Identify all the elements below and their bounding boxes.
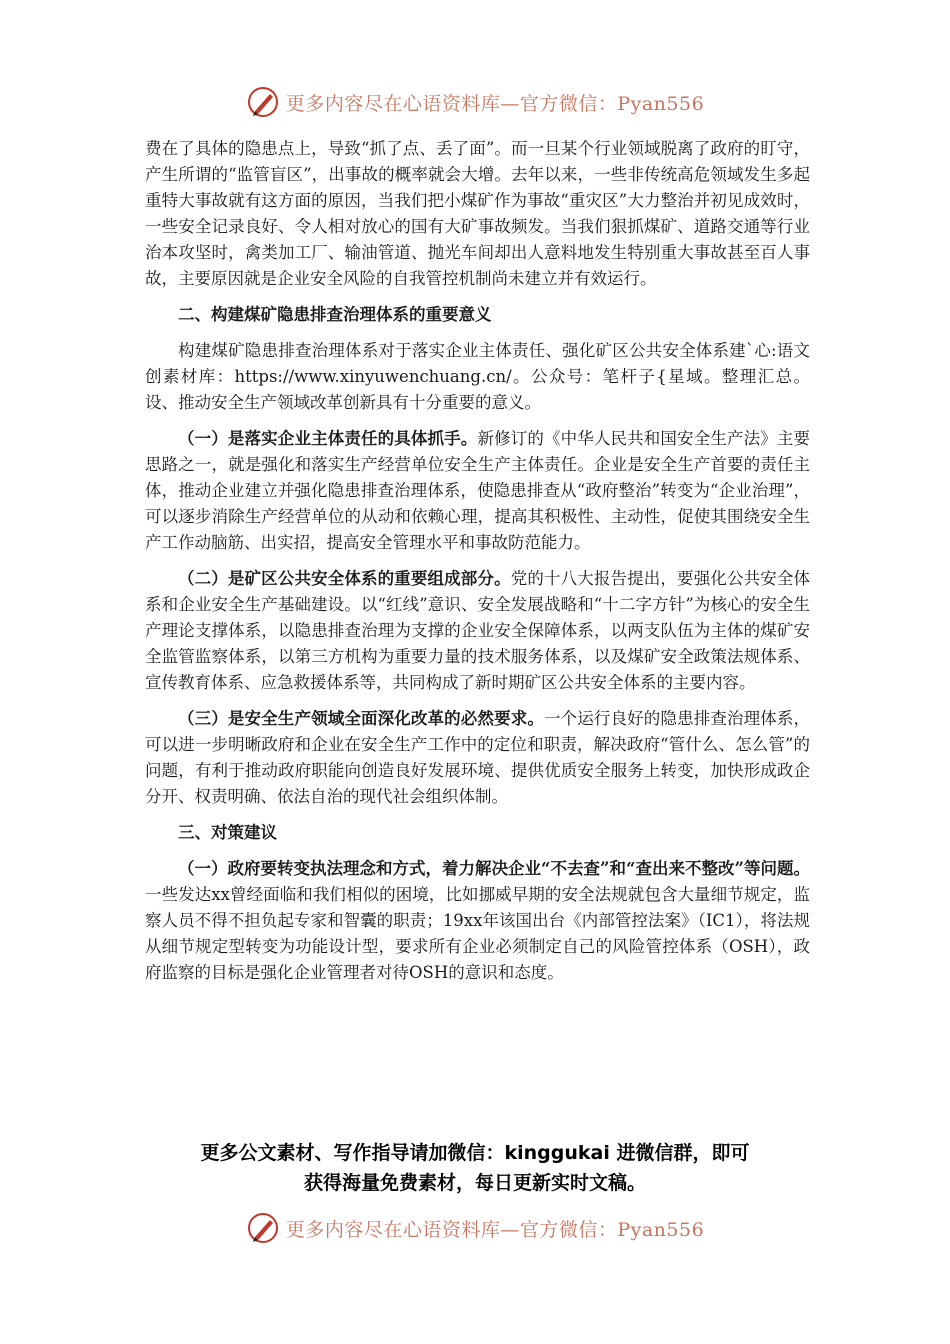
paragraph xyxy=(145,856,810,986)
promo-line: 更多公文素材、写作指导请加微信：kinggukai 进微信群，即可 xyxy=(200,1142,750,1164)
section-heading: 二、构建煤矿隐患排查治理体系的重要意义 xyxy=(178,305,492,324)
pen-logo-icon xyxy=(246,1211,280,1245)
paragraph xyxy=(145,426,810,556)
paragraph-text: 一个运行良好的隐患排查治理体系，可以进一步明晰政府和企业在安全生产工作中的定位和职责，解决政府“管什么、怎么管”的问题，有利于推动政府职能向创造良好发展环境、提供优质安全服务上转变，加快形成政企分开、权责明确、依法自治的现代社会组织体制。 xyxy=(145,709,811,806)
paragraph-text: 一些发达xx曾经面临和我们相似的困境，比如挪威早期的安全法规就包含大量细节规定，监察人员不得不担负起专家和智囊的职责；19xx年该国出台《内部管控法案》（IC1），将法规从细节规定型转变为功能设计型，要求所有企业必须制定自己的风险管控体系（OSH），政府监察的目标是强化企业管理者对待OSH的意识和态度。 xyxy=(145,885,810,982)
paragraph xyxy=(145,706,810,810)
paragraph-lead: （三）是安全生产领域全面深化改革的必然要求。 xyxy=(178,709,544,728)
section-heading: 三、对策建议 xyxy=(178,823,277,842)
document-body xyxy=(145,136,810,996)
banner-text: 更多内容尽在心语资料库—官方微信：Pyan556 xyxy=(285,92,705,115)
footer-watermark-banner xyxy=(0,1206,950,1250)
paragraph-text: 新修订的《中华人民共和国安全生产法》主要思路之一，就是强化和落实生产经营单位安全生产主体责任。企业是安全生产首要的责任主体，推动企业建立并强化隐患排查治理体系，使隐患排查从“政府整治”转变为“企业治理”，可以逐步消除生产经营单位的从动和依赖心理，提高其积极性、主动性，促使其围绕安全生产工作动脑筋、出实招，提高安全管理水平和事故防范能力。 xyxy=(145,429,811,552)
paragraph: 构建煤矿隐患排查治理体系对于落实企业主体责任、强化矿区公共安全体系建`心:语文创素材库：https://www.xinyuwenchuang.cn/。公众号：笔杆子{星域。整理汇总。设、推动安全生产领域改革创新具有十分重要的意义。 xyxy=(145,341,810,412)
paragraph xyxy=(145,566,810,696)
paragraph-lead: （二）是矿区公共安全体系的重要组成部分。 xyxy=(178,569,511,588)
paragraph: 费在了具体的隐患点上，导致“抓了点、丢了面”。而一旦某个行业领域脱离了政府的盯守，产生所谓的“监管盲区”，出事故的概率就会大增。去年以来，一些非传统高危领域发生多起重特大事故就有这方面的原因，当我们把小煤矿作为事故“重灾区”大力整治并初见成效时，一些安全记录良好、令人相对放心的国有大矿事故频发。当我们狠抓煤矿、道路交通等行业治本攻坚时，禽类加工厂、输油管道、抛光车间却出人意料地发生特别重大事故甚至百人事故，主要原因就是企业安全风险的自我管控机制尚未建立并有效运行。 xyxy=(145,139,810,288)
pen-logo-icon xyxy=(246,85,280,119)
paragraph-text: 党的十八大报告提出，要强化公共安全体系和企业安全生产基础建设。以“红线”意识、安全发展战略和“十二字方针”为核心的安全生产理论支撑体系，以隐患排查治理为支撑的企业安全保障体系，以两支队伍为主体的煤矿安全监管监察体系，以第三方机构为重要力量的技术服务体系，以及煤矿安全政策法规体系、宣传教育体系、应急救援体系等，共同构成了新时期矿区公共安全体系的主要内容。 xyxy=(145,569,811,692)
paragraph-lead: （一）政府要转变执法理念和方式，着力解决企业“不去查”和“查出来不整改”等问题。 xyxy=(178,859,810,878)
header-watermark-banner xyxy=(0,80,950,124)
paragraph-lead: （一）是落实企业主体责任的具体抓手。 xyxy=(178,429,478,448)
promo-notice xyxy=(0,1138,950,1198)
promo-line: 获得海量免费素材，每日更新实时文稿。 xyxy=(303,1172,646,1194)
banner-text: 更多内容尽在心语资料库—官方微信：Pyan556 xyxy=(285,1218,705,1241)
